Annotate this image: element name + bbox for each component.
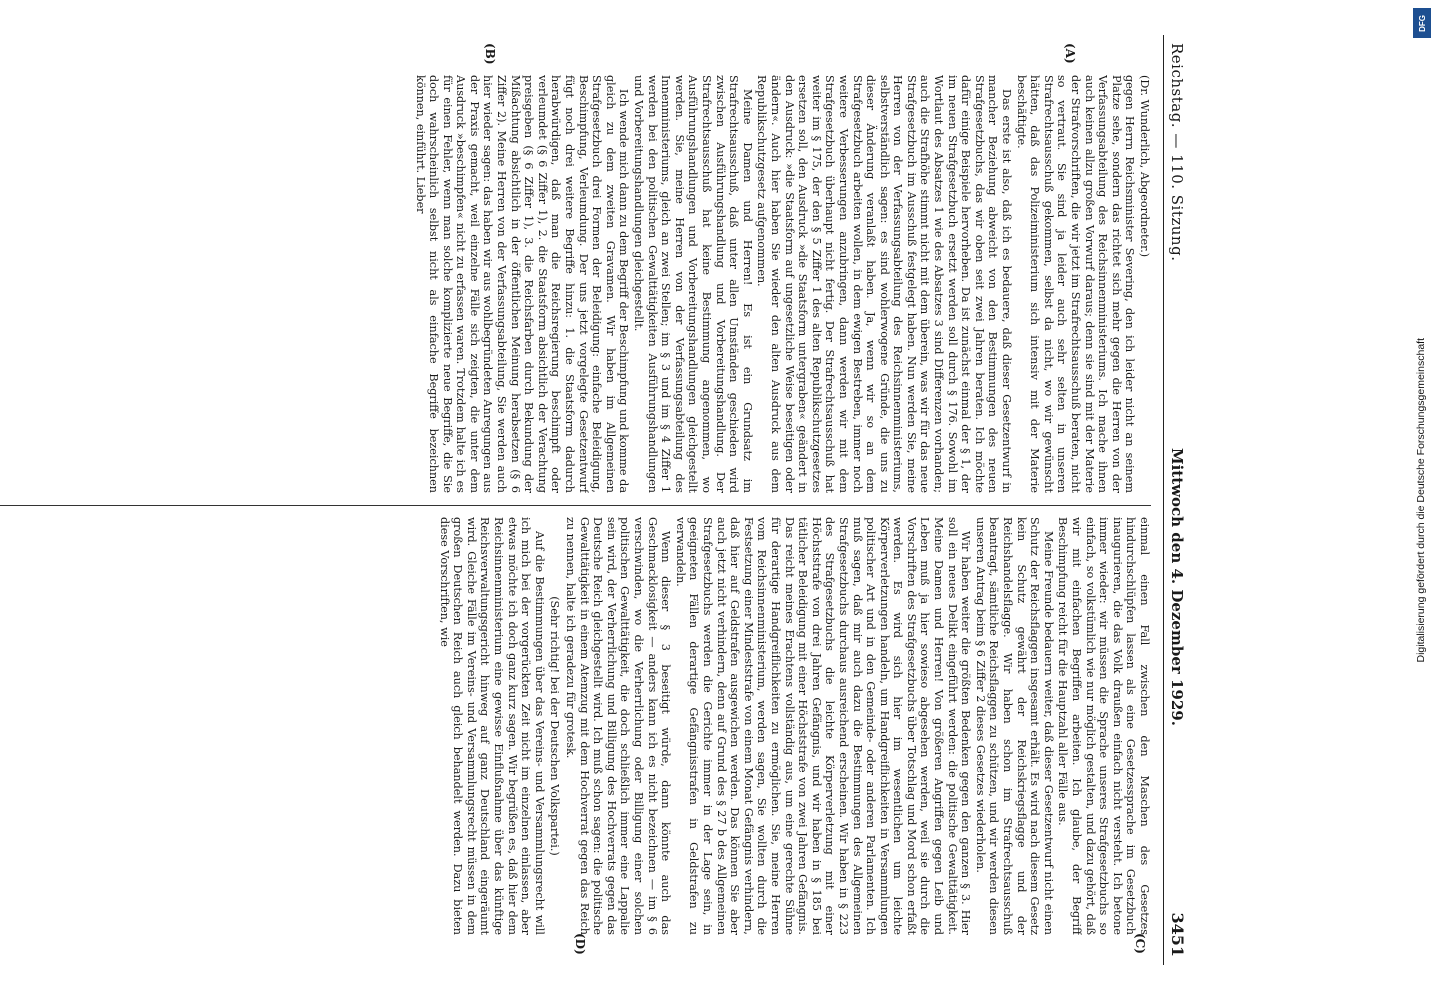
left-paragraph-3: Meine Damen und Herren! Es ist ein Grundsatz im Strafrechtsausschuß, daß unter allen Umständen geschieden wird zwischen Ausführungshandlung und Vorbereitungshandlung. Der Strafrechtsausschuß hat keine Bestimmung angenommen, wo Ausführungshandlungen und Vorbereitungshandlungen gleichgestellt werden. Sie, meine Herren von der Verfassungsabteilung des Innenministeriums, gleich an zwei Stellen; im § 3 und im § 4 Ziffer 1 werden bei den politischen Gewalttätigkeiten Ausführungshandlungen und Vorbereitungshandlungen gleichgestellt.	[632, 75, 754, 493]
digitization-credit	[1410, 0, 1432, 1000]
left-column	[0, 75, 1151, 493]
applause-note: (Sehr richtig! bei der Deutschen Volkspartei.)	[548, 596, 562, 856]
right-paragraph-2: Meine Freunde bedauern weiter, daß dieser Gesetzentwurf nicht einen Schutz der Reichsflaggen insgesamt erhält. Es wird nach diesem Gesetz kein Schutz gewährt der Reichskriegsflagge und der Reichshandelsflagge. Wir haben schon im Strafrechtsausschuß beantragt, sämtliche Reichsflaggen zu schützen, und wir werden diesen unseren Antrag beim § 6 Ziffer 2 dieses Gesetzes wiederholen.	[973, 517, 1055, 935]
header-date: Mittwoch den 4. Dezember 1929.	[1168, 447, 1186, 726]
margin-marker-b: (B)	[483, 43, 497, 65]
left-paragraph-4: Ich wende mich dann zu dem Begriff der Beschimpfung und komme da gleich zu dem zweiten Gravamen. Wir haben im Allgemeinen Strafgesetzbuch drei Formen der Beleidigung: einfache Beleidigung, Beschimpfung, Verleumdung. Der uns jetzt vorgelegte Gesetzentwurf fügt noch drei weitere Begriffe hinzu: 1. die Staatsform dadurch herabwürdigen, daß man die Reichsregierung beschimpft oder verleumdet (§ 6 Ziffer 1), 2. die Staatsform absichtlich der Verachtung preisgeben (§ 6 Ziffer 1), 3. die Reichsfarben durch Bekundung der Mißachtung absichtlich in der öffentlichen Meinung herabsetzen (§ 6 Ziffer 2). Meine Herren von der Verfassungsabteilung, Sie werden auch hier wieder sagen: das haben wir aus wohlbegründeten Anregungen aus der Praxis gemacht, weil einzelne Fälle sich zeigten, die unter dem Ausdruck »beschimpfen« nicht zu erfassen waren. Trotzdem halte ich es für einen Fehler, wenn man solche komplizierte neue Begriffe, die Sie doch wahrscheinlich selbst nicht als einfache Begriffe bezeichnen können, einführt. Lieber	[413, 75, 631, 493]
margin-marker-a: (A)	[1063, 43, 1077, 64]
dfg-logo-icon	[1413, 8, 1431, 38]
right-paragraph-closing: Auf die Bestimmungen über das Vereins- und Versammlungsrecht will ich mich bei der vorgerückten Zeit nicht im einzelnen einlassen, aber etwas möchte ich doch ganz kurz sagen. Wir begrüßen es, daß hier dem Reichsinnenministerium eine gewisse Einflußnahme über das künftige Reichsverwaltungsgericht hinweg auf ganz Deutschland eingeräumt wird. Gleiche Fälle im Vereins- und Versammlungsrecht müssen in dem großen Deutschen Reich auch gleich behandelt werden. Dazu bieten diese Vorschriften, wie	[437, 517, 546, 935]
page-header	[1163, 35, 1197, 965]
header-session: Reichstag. — 110. Sitzung.	[1168, 43, 1186, 262]
right-column	[0, 517, 1151, 935]
left-paragraph-2: Das erste ist also, daß ich es bedauere, daß dieser Gesetzentwurf in mancher Beziehung abweicht von den Bestimmungen des neuen Strafgesetzbuchs, das wir oben seit zwei Jahren beraten. Ich möchte dafür einige Beispiele hervorheben. Da ist zunächst einmal der § 1, der im neuen Strafgesetzbuch ersetzt werden soll durch § 176. Sowohl im Wortlaut des Absatzes 1 wie des Absatzes 3 sind Differenzen vorhanden; auch die Strafhöhe stimmt nicht mit dem überein, was wir für das neue Strafgesetzbuch im Ausschuß festgelegt haben. Nun werden Sie, meine Herren von der Verfassungsabteilung des Reichsinnenministeriums, selbstverständlich sagen: es sind wohlerwogene Gründe, die uns zu dieser Änderung veranlaßt haben. Ja, wenn wir so an dem Strafgesetzbuch arbeiten wollen, in dem ewigen Bestreben, immer noch weitere Verbesserungen anzubringen, dann werden wir mit dem Strafgesetzbuch überhaupt nicht fertig. Der Strafrechtsausschuß hat weiter im § 175, der den § 5 Ziffer 1 des alten Republikschutzgesetzes ersetzen soll, den Ausdruck »die Staatsform untergraben« geändert in den Ausdruck: »die Staatsform auf ungesetzliche Weise beseitigen oder ändern«. Auch hier haben Sie wieder den alten Ausdruck aus dem Republikschutzgesetz aufgenommen.	[755, 75, 1014, 493]
right-paragraph-4: Wenn dieser § 3 beseitigt würde, dann könnte auch das Geschmacklosigkeit — anders kann ich es nicht bezeichnen — im § 6 verschwinden, wo die Verherrlichung oder Billigung einer solchen politischen Gewalttätigkeit, die doch schließlich immer eine Lappalie sein wird, der Verherrlichung und Billigung des Hochverrats gegen das Deutsche Reich gleichgestellt wird. Ich muß schon sagen: die politische Gewalttätigkeit in einem Atemzug mit dem Hochverrat gegen das Reich zu nennen, halte ich geradezu für grotesk.	[564, 517, 673, 935]
page-number: 3451	[1168, 912, 1187, 957]
right-paragraph-1: einmal einen Fall zwischen den Maschen des Gesetzes hindurchschlüpfen lassen als eine Gesetzessprache im Gesetzbuch inaugurieren, die das Volk draußen einfach nicht versteht. Ich betone immer wieder: wir müssen die Sprache unseres Strafgesetzbuchs so einfach, so volkstümlich wie nur möglich gestalten, und dazu gehört, daß wir mit einfachen Begriffen arbeiten. Ich glaube, der Begriff Beschimpfung reicht für die Hauptzahl aller Fälle aus.	[1056, 517, 1151, 935]
right-paragraph-3: Wir haben weiter die größten Bedenken gegen den ganzen § 3. Hier soll ein neues Delikt eingeführt werden: die politische Gewalttätigkeit. Meine Damen und Herren! Von größeren Angriffen gegen Leib und Leben muß ja hier sowieso abgesehen werden, weil sie durch die Vorschriften des Strafgesetzbuchs über Totschlag und Mord schon erfaßt werden. Es wird sich hier im wesentlichen um leichte Körperverletzungen handeln, um Handgreiflichkeiten in Versammlungen politischer Art und in den Gemeinde- oder anderen Parlamenten. Ich muß sagen, daß mir auch dazu die Bestimmungen des Allgemeinen Strafgesetzbuchs durchaus ausreichend erscheinen. Wir haben in § 223 des Strafgesetzbuchs die leichte Körperverletzung mit einer Höchststrafe von drei Jahren Gefängnis, und wir haben in § 185 bei tätlicher Beleidigung mit einer Höchststrafe von zwei Jahren Gefängnis. Das reicht meines Erachtens vollständig aus, um eine gerechte Sühne für derartige Handgreiflichkeiten zu ermöglichen. Sie, meine Herren vom Reichsinnenministerium, werden sagen, Sie wollten durch die Festsetzung einer Mindeststrafe von einem Monat Gefängnis verhindern, daß hier auf Geldstrafen ausgewichen werden. Das können Sie aber auch jetzt nicht verhindern, denn auf Grund des § 27 b des Allgemeinen Strafgesetzbuchs werden die Gerichte immer in der Lage sein, in geeigneten Fällen derartige Gefängnisstrafen in Geldstrafen zu verwandeln.	[673, 517, 973, 935]
column-divider	[0, 505, 1151, 506]
dfg-logo-text: DFG	[1417, 14, 1427, 32]
credit-text: Digitalisierung gefördert durch die Deutsche Forschungsgemeinschaft	[1415, 337, 1427, 663]
document-page	[0, 35, 1197, 965]
margin-marker-c: (C)	[1133, 933, 1147, 954]
speaker-line: (Dr. Wunderlich, Abgeordneter.)	[1138, 75, 1151, 258]
margin-marker-d: (D)	[573, 933, 587, 955]
left-paragraph-1: gegen Herrn Reichsminister Severing, den ich leider nicht an seinem Platze sehe, sondern das richtet sich mehr gegen die Herren von der Verfassungsabteilung des Reichsinnenministeriums. Ich mache ihnen auch keinen allzu großen Vorwurf daraus; denn sie sind mit der Materie der Strafvorschriften, die wir jetzt im Strafrechtsausschuß beraten, nicht so vertraut. Sie sind ja leider auch sehr selten in unseren Strafrechtsausschuß gekommen, selbst da nicht, wo wir gewünscht hätten, daß das Polizeiministerium sich intensiv mit der Materie beschäftigte.	[1014, 75, 1137, 493]
